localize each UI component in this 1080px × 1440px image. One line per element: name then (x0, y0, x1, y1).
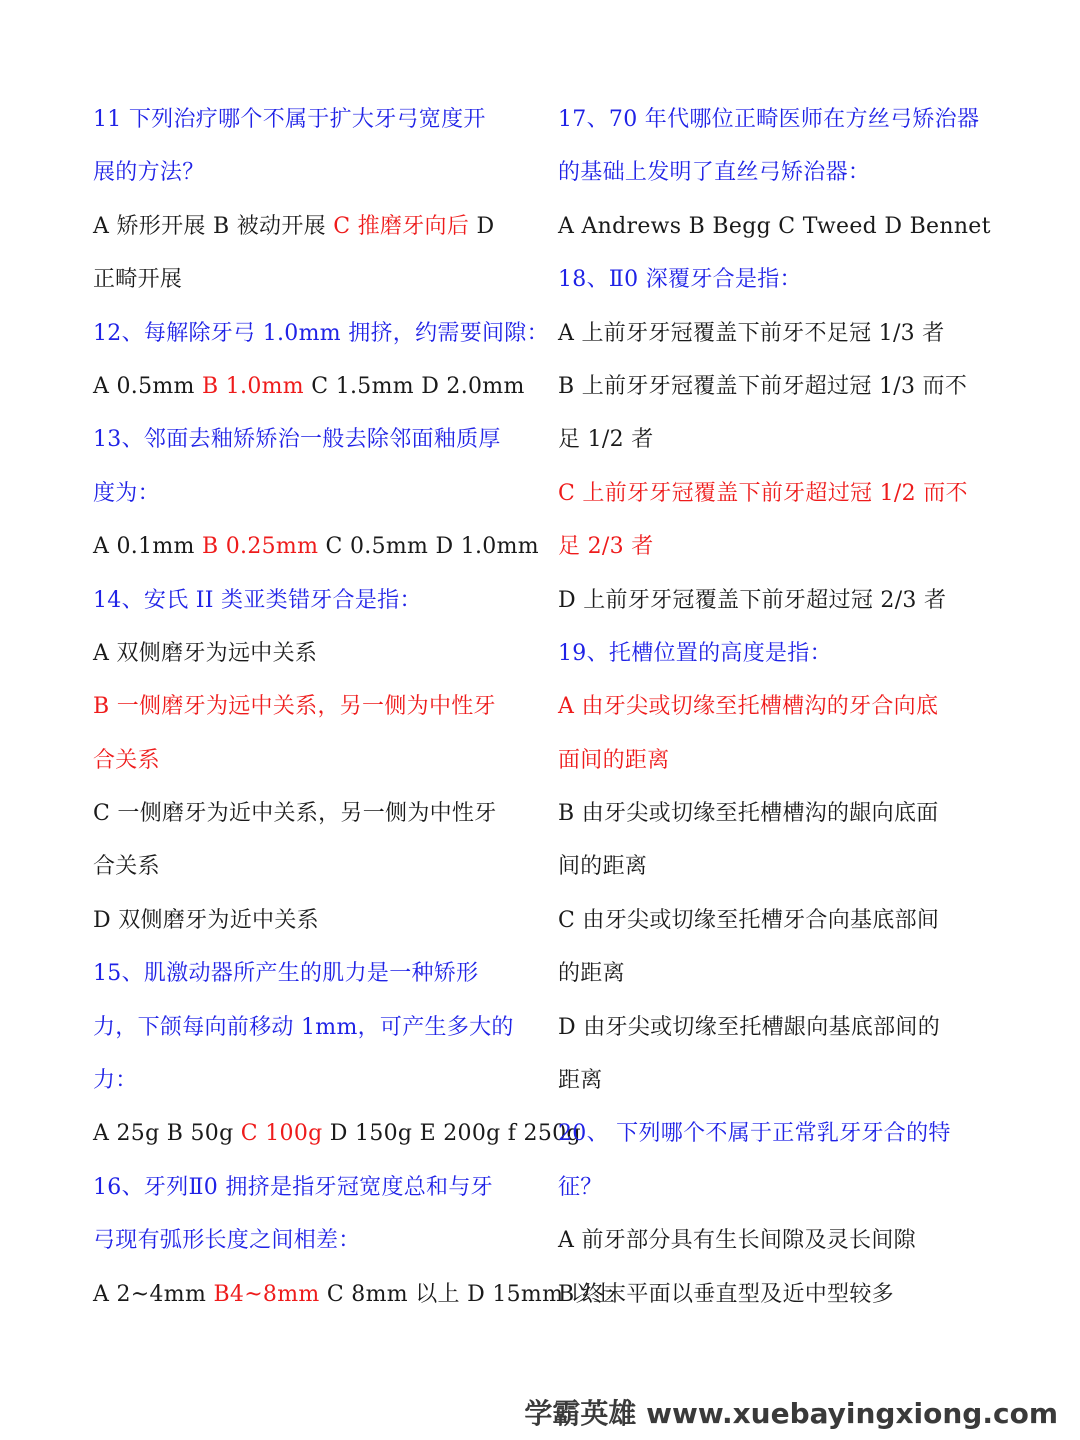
left-line (93, 1161, 525, 1214)
option-text: A 双侧磨牙为远中关系 (93, 640, 318, 666)
right-line (558, 146, 990, 199)
question-text: 12、每解除牙弓 1.0mm 拥挤，约需要间隙： (93, 320, 549, 346)
question-text: 弓现有弧形长度之间相差： (93, 1228, 361, 1254)
left-line (93, 467, 525, 520)
question-text: 14、安氏 II 类亚类错牙合是指： (93, 587, 422, 613)
left-line (93, 307, 549, 360)
question-text: 17、70 年代哪位正畸医师在方丝弓矫治器 (558, 107, 980, 132)
question-text: 13、邻面去釉矫矫治一般去除邻面釉质厚 (93, 427, 501, 453)
left-line (93, 200, 525, 253)
left-line (93, 93, 525, 146)
correct-answer-text: B 1.0mm (201, 373, 304, 399)
left-line (93, 680, 525, 733)
right-line (558, 1054, 990, 1107)
right-line (558, 1107, 990, 1160)
left-line (93, 787, 525, 840)
question-text: 的基础上发明了直丝弓矫治器： (558, 160, 871, 186)
question-text: 15、肌激动器所产生的肌力是一种矫形 (93, 961, 479, 987)
option-text: 距离 (558, 1068, 603, 1094)
left-line (93, 1214, 525, 1267)
right-line (558, 840, 990, 893)
right-line (558, 734, 990, 787)
right-line (558, 253, 990, 306)
question-text: 征？ (558, 1174, 603, 1200)
right-column (558, 93, 990, 1321)
correct-answer-text: C 100g (240, 1121, 323, 1147)
right-line (558, 467, 990, 520)
correct-answer-text: B4~8mm (213, 1281, 320, 1307)
right-line (558, 93, 990, 146)
left-line (93, 947, 525, 1000)
left-line (93, 520, 539, 573)
option-text: A 25g B 50g (93, 1121, 241, 1147)
option-text: C 一侧磨牙为近中关系，另一侧为中性牙 (93, 801, 497, 827)
correct-answer-text: C 上前牙牙冠覆盖下前牙超过冠 1/2 而不 (558, 480, 968, 506)
left-line (93, 734, 525, 787)
option-text: C 由牙尖或切缘至托槽牙合向基底部间 (558, 907, 940, 933)
right-line (558, 1268, 990, 1321)
option-text: D 150g E 200g f 250g (322, 1121, 581, 1147)
left-line (93, 146, 525, 199)
option-text: C 0.5mm D 1.0mm (318, 534, 539, 560)
left-line (93, 627, 525, 680)
option-text: C 8mm 以上 D 15mm 以上 (319, 1281, 616, 1307)
correct-answer-text: 合关系 (93, 747, 160, 773)
question-text: 力： (93, 1068, 138, 1094)
left-line (93, 1001, 525, 1054)
right-line (558, 413, 990, 466)
option-text: B 上前牙牙冠覆盖下前牙超过冠 1/3 而不 (558, 373, 968, 399)
right-line (558, 1214, 990, 1267)
question-text: 展的方法？ (93, 160, 205, 186)
option-text: B 由牙尖或切缘至托槽槽沟的龈向底面 (558, 801, 939, 827)
option-text: A 上前牙牙冠覆盖下前牙不足冠 1/3 者 (558, 320, 945, 346)
left-line (93, 574, 525, 627)
option-text: A 前牙部分具有生长间隙及灵长间隙 (558, 1228, 916, 1254)
option-text: 合关系 (93, 854, 160, 880)
question-text: 20、 下列哪个不属于正常乳牙牙合的特 (558, 1121, 951, 1147)
right-line (558, 947, 990, 1000)
option-text: 的距离 (558, 961, 625, 987)
option-text: A 0.5mm (93, 373, 202, 399)
question-text: 18、Ⅱ0 深覆牙合是指： (558, 267, 802, 293)
right-line (558, 307, 990, 360)
correct-answer-text: C 推磨牙向后 (333, 213, 470, 239)
right-line (558, 1161, 990, 1214)
option-text: D 上前牙牙冠覆盖下前牙超过冠 2/3 者 (558, 587, 947, 613)
correct-answer-text: B 一侧磨牙为远中关系，另一侧为中性牙 (93, 694, 496, 720)
left-line (93, 894, 525, 947)
option-text: D 由牙尖或切缘至托槽龈向基底部间的 (558, 1014, 941, 1040)
right-line (558, 894, 990, 947)
correct-answer-text: A 由牙尖或切缘至托槽槽沟的牙合向底 (558, 694, 939, 720)
question-text: 19、托槽位置的高度是指： (558, 640, 832, 666)
option-text: A 2~4mm (93, 1281, 214, 1307)
right-line (558, 200, 990, 253)
right-line (558, 574, 990, 627)
right-line (558, 1001, 990, 1054)
right-line (558, 680, 990, 733)
option-text: A 矫形开展 B 被动开展 (93, 213, 334, 239)
option-text: 正畸开展 (93, 267, 183, 293)
option-text: A 0.1mm (93, 534, 202, 560)
left-line (93, 1107, 581, 1160)
right-line (558, 787, 990, 840)
left-line (93, 360, 525, 413)
left-line (93, 1268, 616, 1321)
correct-answer-text: 面间的距离 (558, 747, 670, 773)
option-text: D (469, 213, 495, 239)
right-line (558, 520, 990, 573)
right-line (558, 360, 990, 413)
question-text: 11 下列治疗哪个不属于扩大牙弓宽度开 (93, 107, 486, 132)
left-line (93, 1054, 525, 1107)
left-line (93, 840, 525, 893)
right-line (558, 627, 990, 680)
left-line (93, 253, 525, 306)
footer-watermark: 学霸英雄 www.xuebayingxiong.com (524, 1397, 1058, 1430)
question-text: 力，下颌每向前移动 1mm，可产生多大的 (93, 1014, 514, 1040)
question-text: 度为： (93, 480, 160, 506)
option-text: D 双侧磨牙为近中关系 (93, 907, 319, 933)
question-text: 16、牙列Ⅱ0 拥挤是指牙冠宽度总和与牙 (93, 1174, 493, 1200)
option-text: 足 1/2 者 (558, 427, 654, 453)
option-text: A Andrews B Begg C Tweed D Bennet (558, 213, 991, 239)
option-text: B 终末平面以垂直型及近中型较多 (558, 1281, 894, 1307)
correct-answer-text: 足 2/3 者 (558, 534, 654, 560)
correct-answer-text: B 0.25mm (201, 534, 319, 560)
option-text: 间的距离 (558, 854, 648, 880)
left-line (93, 413, 525, 466)
option-text: C 1.5mm D 2.0mm (303, 373, 525, 399)
